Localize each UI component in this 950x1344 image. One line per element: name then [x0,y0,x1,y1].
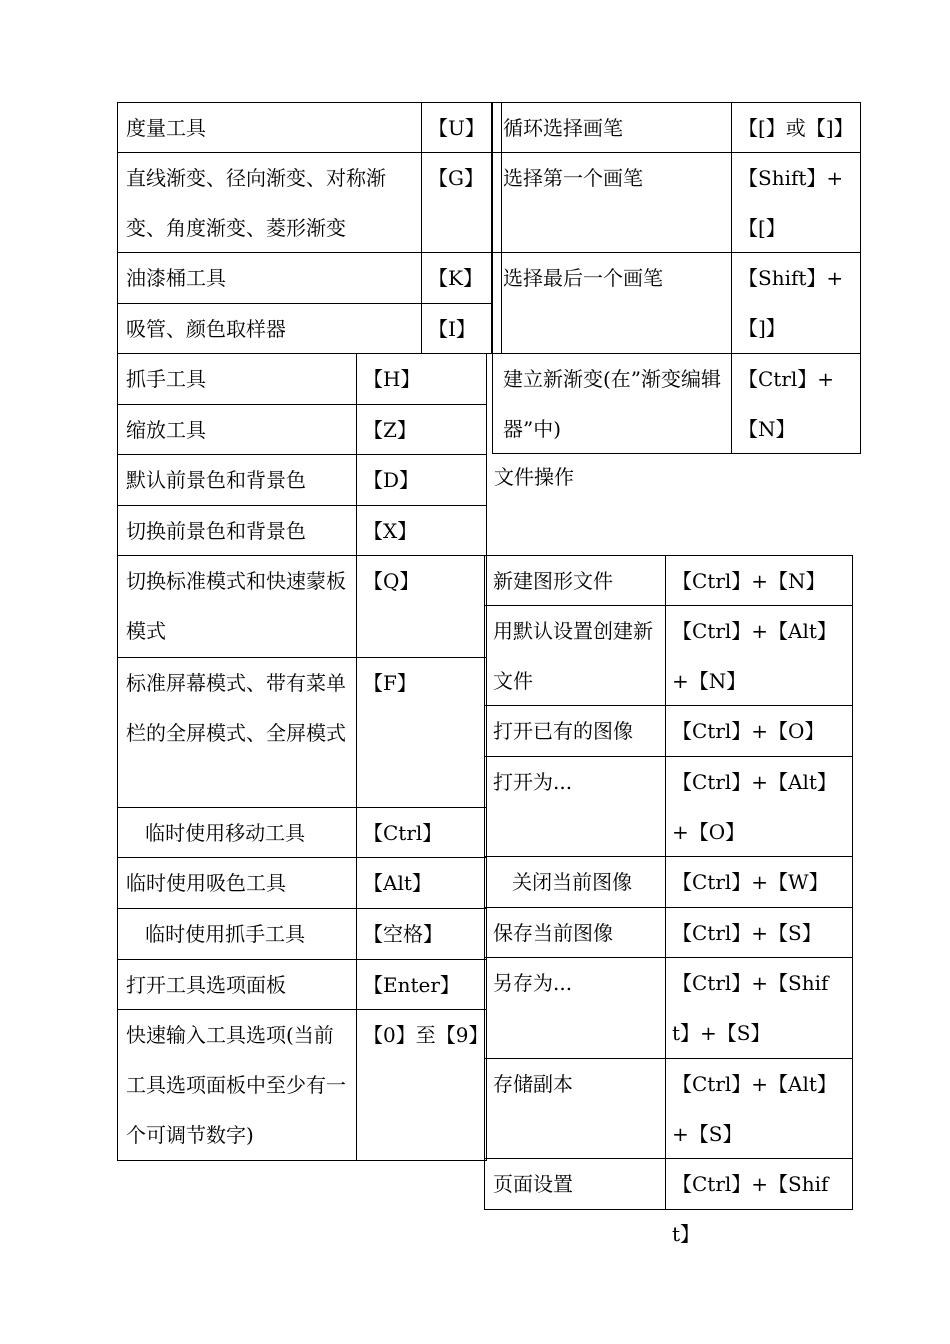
shortcut-cell: 【Ctrl】+【N】 [731,353,861,454]
shortcut-cell: 【U】 [421,102,492,153]
shortcut-cell: 【Ctrl】 [356,807,487,858]
label-cell: 关闭当前图像 [484,856,666,908]
shortcut-cell: 【D】 [356,454,487,506]
label-cell: 临时使用移动工具 [117,807,357,858]
label-cell: 标准屏幕模式、带有菜单栏的全屏模式、全屏模式 [117,657,357,808]
label-cell: 临时使用吸色工具 [117,857,357,909]
shortcut-cell: 【Ctrl】+【Shift】 [665,1158,853,1210]
label-cell: 临时使用抓手工具 [117,908,357,960]
label-cell: 保存当前图像 [484,907,666,958]
shortcut-cell: 【[】或【]】 [731,102,861,153]
shortcut-cell: 【Shift】+【]】 [731,252,861,354]
label-cell: 循环选择画笔 [492,102,732,153]
label-cell: 选择第一个画笔 [492,152,732,253]
shortcut-cell: 【Ctrl】+【W】 [665,856,853,908]
shortcut-cell: 【Alt】 [356,857,487,909]
label-cell: 页面设置 [484,1158,666,1210]
label-cell: 切换前景色和背景色 [117,505,357,556]
label-cell: 打开工具选项面板 [117,959,357,1010]
label-cell: 另存为... [484,957,666,1059]
label-cell: 度量工具 [117,102,422,153]
shortcut-cell: 【H】 [356,353,487,405]
label-cell: 新建图形文件 [484,555,666,606]
shortcut-cell: 【Shift】+【[】 [731,152,861,253]
label-cell: 缩放工具 [117,404,357,455]
label-cell: 选择最后一个画笔 [492,252,732,354]
shortcut-cell: 【Ctrl】+【Alt】+【O】 [665,756,853,857]
shortcut-cell: 【F】 [356,657,487,808]
section-title: 文件操作 [494,465,574,489]
shortcut-cell: 【Enter】 [356,959,487,1010]
label-cell: 存储副本 [484,1058,666,1159]
label-cell: 切换标准模式和快速蒙板模式 [117,555,357,658]
shortcut-cell: 【X】 [356,505,487,556]
label-cell: 打开已有的图像 [484,705,666,757]
shortcut-cell: 【空格】 [356,908,487,960]
label-cell: 用默认设置创建新文件 [484,605,666,706]
shortcut-cell: 【Q】 [356,555,487,658]
shortcut-cell: 【Z】 [356,404,487,455]
shortcut-cell: 【K】 [421,252,492,304]
shortcut-cell: 【I】 [421,303,492,354]
shortcut-cell: 【Ctrl】+【Shift】+【S】 [665,957,853,1059]
label-cell: 吸管、颜色取样器 [117,303,422,354]
label-cell: 默认前景色和背景色 [117,454,357,506]
label-cell: 抓手工具 [117,353,357,405]
label-cell: 快速输入工具选项(当前工具选项面板中至少有一个可调节数字) [117,1009,357,1161]
shortcut-cell: 【0】至【9】 [356,1009,487,1161]
shortcut-cell: 【Ctrl】+【S】 [665,907,853,958]
label-cell: 建立新渐变(在”渐变编辑器”中) [492,353,732,454]
shortcut-cell: 【Ctrl】+【O】 [665,705,853,757]
shortcut-cell: 【G】 [421,152,492,253]
label-cell: 油漆桶工具 [117,252,422,304]
label-cell: 直线渐变、径向渐变、对称渐变、角度渐变、菱形渐变 [117,152,422,253]
label-cell: 打开为... [484,756,666,857]
shortcut-cell: 【Ctrl】+【Alt】+【S】 [665,1058,853,1159]
shortcut-cell: 【Ctrl】+【Alt】+【N】 [665,605,853,706]
shortcut-cell: 【Ctrl】+【N】 [665,555,853,606]
